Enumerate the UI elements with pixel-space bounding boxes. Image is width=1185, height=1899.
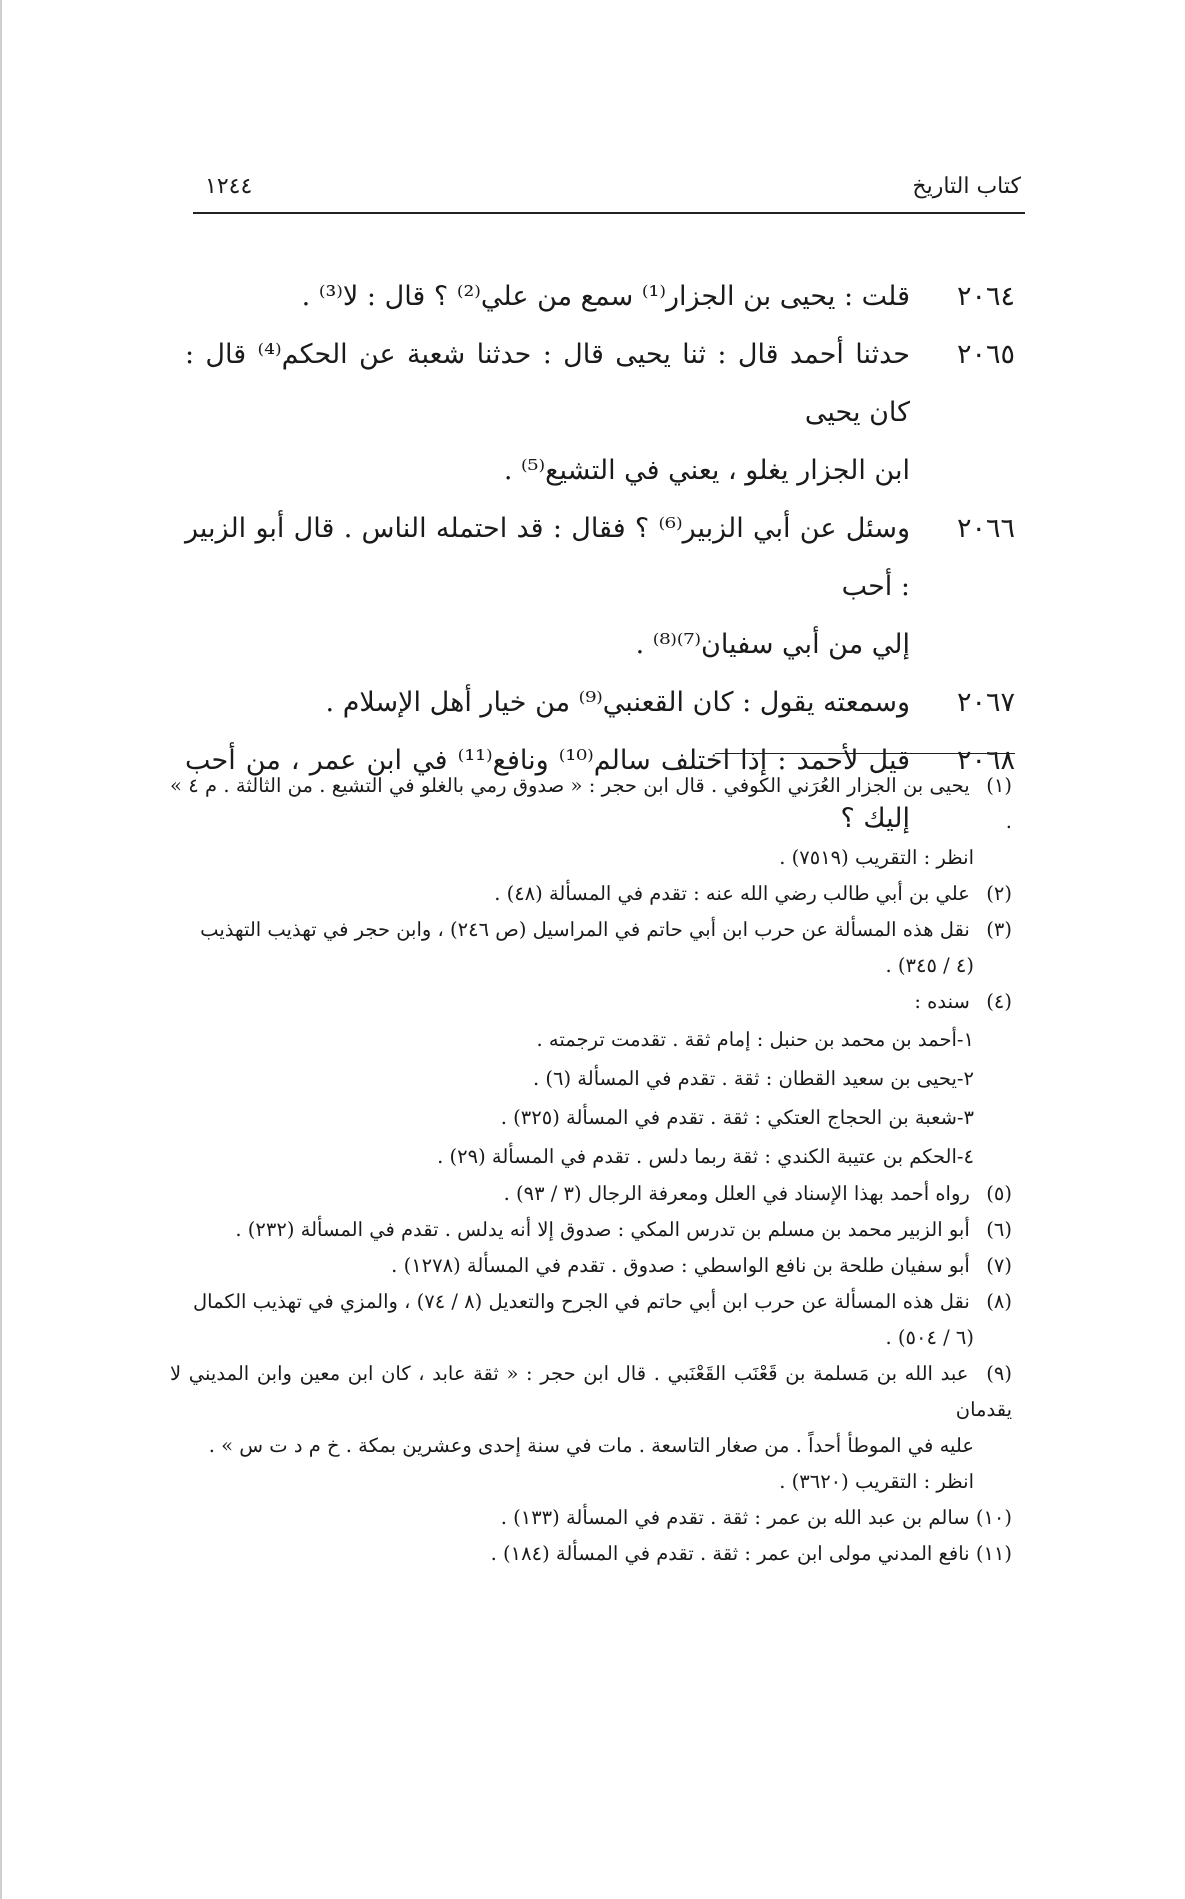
footnote-text: نقل هذه المسألة عن حرب ابن أبي حاتم في الجرح والتعديل (٨ / ٧٤) ، والمزي في تهذيب الكمال — [192, 1290, 970, 1313]
footnote-text: سنده : — [914, 990, 970, 1013]
footnote-text: يحيى بن الجزار العُرَني الكوفي . قال ابن حجر : « صدوق رمي بالغلو في التشيع . من الثالثة . م ٤ » . — [170, 774, 1012, 833]
footnote-6 — [170, 1212, 1012, 1248]
footnote-text: نافع المدني مولى ابن عمر : ثقة . تقدم في المسألة (١٨٤) . — [490, 1542, 970, 1565]
footnote-7 — [170, 1248, 1012, 1284]
footnote-3 — [170, 912, 1012, 984]
footnote-8 — [170, 1284, 1012, 1356]
chain-item-4: ٤-الحكم بن عتيبة الكندي : ثقة ربما دلس . تقدم في المسألة (٢٩) . — [437, 1145, 974, 1168]
footnote-1 — [170, 768, 1012, 876]
footnotes — [170, 768, 1012, 1572]
chain-item-3: ٣-شعبة بن الحجاج العتكي : ثقة . تقدم في المسألة (٣٢٥) . — [500, 1106, 974, 1129]
footnote-text: أبو الزبير محمد بن مسلم بن تدرس المكي : صدوق إلا أنه يدلس . تقدم في المسألة (٢٣٢) . — [235, 1218, 970, 1241]
footnote-text: سالم بن عبد الله بن عمر : ثقة . تقدم في المسألة (١٣٣) . — [500, 1506, 970, 1529]
footnote-number: (٨) — [986, 1290, 1012, 1313]
footnote-number: (٩) — [986, 1362, 1012, 1385]
footnote-separator — [715, 753, 1015, 754]
footnote-text-continued: انظر : التقريب (٣٦٢٠) . — [779, 1470, 974, 1493]
footnote-number: (٢) — [986, 882, 1012, 905]
footnote-11 — [170, 1536, 1012, 1572]
footnote-text-continued: (٤ / ٣٤٥) . — [885, 954, 974, 977]
book-title: كتاب التاريخ — [912, 174, 1021, 199]
footnote-text: علي بن أبي طالب رضي الله عنه : تقدم في المسألة (٤٨) . — [494, 882, 970, 905]
footnote-4 — [170, 984, 1012, 1176]
footnote-number: (١١) — [975, 1542, 1012, 1565]
page-header — [193, 172, 1025, 214]
main-text — [185, 268, 1015, 848]
entry-text: وسمعته يقول : كان القعنبي⁽⁹⁾ من خيار أهل الإسلام . — [325, 687, 910, 718]
footnote-number: (٦) — [986, 1218, 1012, 1241]
entry-2064 — [185, 268, 1015, 326]
footnote-text-continued: انظر : التقريب (٧٥١٩) . — [779, 846, 974, 869]
entry-text-continued: ابن الجزار يغلو ، يعني في التشيع⁽⁵⁾ . — [503, 455, 910, 486]
entry-text-continued: إلي من أبي سفيان⁽⁷⁾⁽⁸⁾ . — [635, 629, 910, 660]
entry-text: حدثنا أحمد قال : ثنا يحيى قال : حدثنا شعبة عن الحكم⁽⁴⁾ قال : كان يحيى — [185, 339, 910, 428]
footnote-text: أبو سفيان طلحة بن نافع الواسطي : صدوق . تقدم في المسألة (١٢٧٨) . — [391, 1254, 970, 1277]
footnote-text-continued: عليه في الموطأ أحداً . من صغار التاسعة . مات في سنة إحدى وعشرين بمكة . خ م د ت س » . — [208, 1434, 974, 1457]
entry-2067 — [185, 674, 1015, 732]
entry-number: ٢٠٦٦ — [956, 513, 1015, 544]
footnote-number: (١) — [986, 774, 1012, 797]
footnote-10 — [170, 1500, 1012, 1536]
footnote-number: (٣) — [986, 918, 1012, 941]
footnote-number: (١٠) — [975, 1506, 1012, 1529]
footnote-text: رواه أحمد بهذا الإسناد في العلل ومعرفة الرجال (٣ / ٩٣) . — [503, 1182, 970, 1205]
footnote-number: (٧) — [986, 1254, 1012, 1277]
footnote-text: عبد الله بن مَسلمة بن قَعْنَب القَعْنَبي . قال ابن حجر : « ثقة عابد ، كان ابن معين وابن المديني لا يقدمان — [170, 1362, 1012, 1421]
footnote-5 — [170, 1176, 1012, 1212]
footnote-9 — [170, 1356, 1012, 1500]
entry-number: ٢٠٦٤ — [956, 281, 1015, 312]
entry-2066 — [185, 500, 1015, 674]
entry-number: ٢٠٦٧ — [956, 687, 1015, 718]
scan-edge — [0, 0, 2, 1899]
footnote-2 — [170, 876, 1012, 912]
footnote-number: (٤) — [986, 990, 1012, 1013]
footnote-text: نقل هذه المسألة عن حرب ابن أبي حاتم في المراسيل (ص ٢٤٦) ، وابن حجر في تهذيب التهذيب — [200, 918, 970, 941]
entry-text: قلت : يحيى بن الجزار⁽¹⁾ سمع من علي⁽²⁾ ؟ قال : لا⁽³⁾ . — [301, 281, 910, 312]
entry-2065 — [185, 326, 1015, 500]
footnote-number: (٥) — [986, 1182, 1012, 1205]
chain-item-2: ٢-يحيى بن سعيد القطان : ثقة . تقدم في المسألة (٦) . — [533, 1067, 974, 1090]
entry-number: ٢٠٦٨ — [956, 745, 1015, 776]
entry-text: وسئل عن أبي الزبير⁽⁶⁾ ؟ فقال : قد احتمله الناس . قال أبو الزبير : أحب — [185, 513, 910, 602]
entry-number: ٢٠٦٥ — [956, 339, 1015, 370]
chain-item-1: ١-أحمد بن محمد بن حنبل : إمام ثقة . تقدمت ترجمته . — [536, 1028, 974, 1051]
page-number: ١٢٤٤ — [205, 174, 253, 199]
entry-text: قيل لأحمد : إذا اختلف سالم⁽¹⁰⁾ ونافع⁽¹¹⁾ في ابن عمر ، من أحب إليك ؟ — [185, 745, 910, 834]
footnote-text-continued: (٦ / ٥٠٤) . — [885, 1326, 974, 1349]
